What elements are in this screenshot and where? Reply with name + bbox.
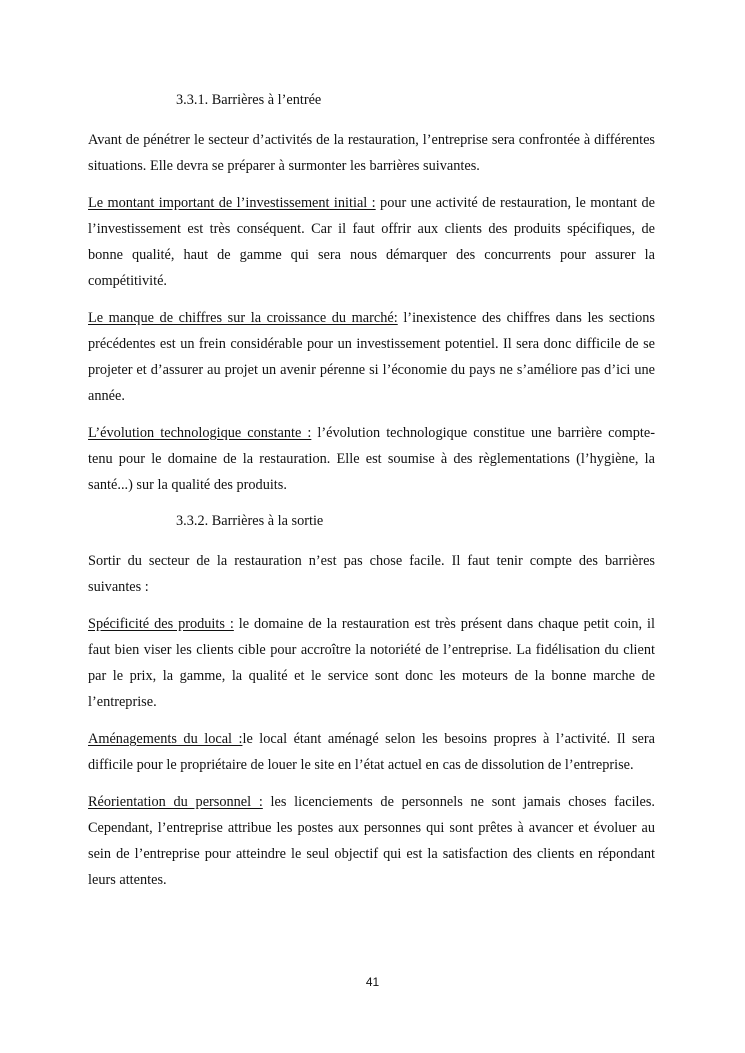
paragraph-lead: Spécificité des produits :	[88, 616, 234, 632]
section-heading-barrieres-sortie: 3.3.2. Barrières à la sortie	[176, 513, 324, 529]
paragraph-specificite-produits	[88, 611, 655, 715]
paragraph-text: l’inexistence des chiffres dans les sections précédentes est un frein considérable pour un investissement potentiel. Il sera donc difficile de se projeter et d’assurer au projet un avenir pérenne si l’économie du pays ne s’améliore pas d’ici une année.	[88, 310, 656, 404]
paragraph-investissement-initial	[88, 190, 655, 294]
paragraph-intro-sortie: Sortir du secteur de la restauration n’est pas chose facile. Il faut tenir compte des barrières suivantes :	[88, 553, 655, 595]
paragraph-text: le domaine de la restauration est très présent dans chaque petit coin, il faut bien viser les clients cible pour accroître la notoriété de l’entreprise. La fidélisation du client par le prix, la gamme, la qualité et le service sont donc les moteurs de la bonne marche de l’entreprise.	[88, 616, 655, 710]
paragraph-lead: Le montant important de l’investissement initial :	[88, 195, 376, 211]
paragraph-lead: Réorientation du personnel :	[88, 794, 263, 810]
paragraph-text: les licenciements de personnels ne sont jamais choses faciles. Cependant, l’entreprise attribue les postes aux personnes qui sont prêtes à avancer et évoluer au sein de l’entreprise pour atteindre le seul objectif qui est la satisfaction des clients en répondant leurs attentes.	[88, 794, 655, 888]
page-number: 41	[365, 975, 380, 989]
paragraph-evolution-technologique	[88, 420, 655, 498]
paragraph-lead: Le manque de chiffres sur la croissance du marché:	[88, 310, 398, 326]
paragraph-manque-chiffres	[88, 305, 655, 409]
document-body	[88, 88, 655, 893]
paragraph-reorientation-personnel	[88, 789, 655, 893]
paragraph-amenagements-local	[88, 726, 655, 778]
paragraph-text: le local étant aménagé selon les besoins propres à l’activité. Il sera difficile pour le propriétaire de louer le site en l’état actuel en cas de dissolution de l’entreprise.	[88, 731, 655, 773]
paragraph-text: l’évolution technologique constitue une barrière compte-tenu pour le domaine de la restauration. Elle est soumise à des règlementations (l’hygiène, la santé...) sur la qualité des produits.	[88, 425, 655, 493]
section-heading-barrieres-entree: 3.3.1. Barrières à l’entrée	[176, 92, 322, 108]
paragraph-lead: L’évolution technologique constante :	[88, 425, 312, 441]
paragraph-lead: Aménagements du local :	[88, 731, 243, 747]
paragraph-text: pour une activité de restauration, le montant de l’investissement est très conséquent. Car il faut offrir aux clients des produits spécifiques, de bonne qualité, haut de gamme qui sera nous démarquer des concurrents pour assurer la compétitivité.	[88, 195, 655, 289]
paragraph-intro-entree: Avant de pénétrer le secteur d’activités de la restauration, l’entreprise sera confrontée à différentes situations. Elle devra se préparer à surmonter les barrières suivantes.	[88, 132, 655, 174]
